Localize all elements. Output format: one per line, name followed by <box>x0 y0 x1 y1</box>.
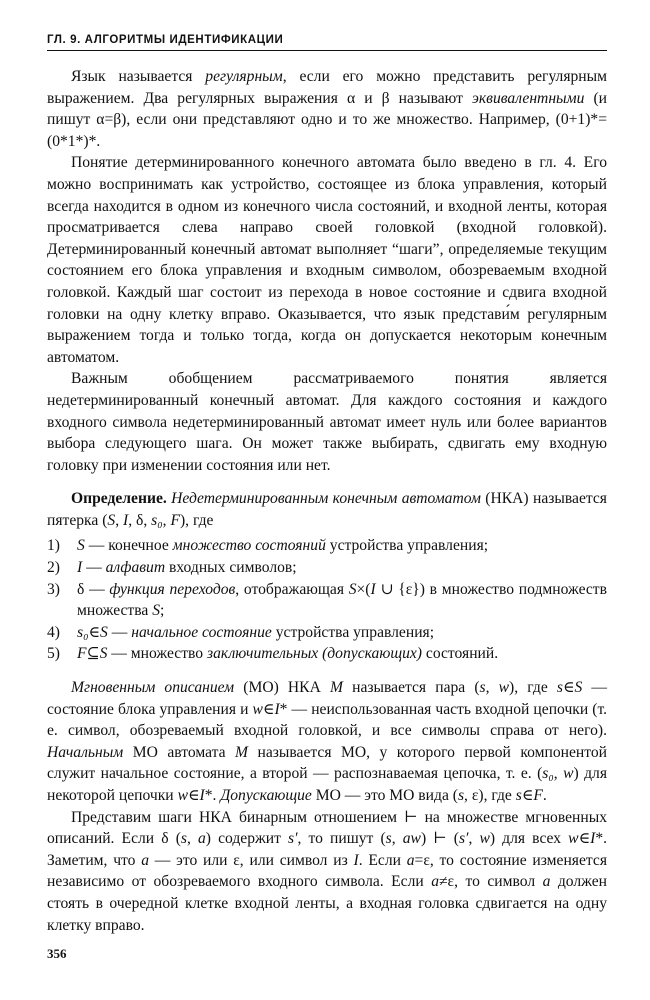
list-item-number: 3) <box>47 580 60 598</box>
italic-term: начальное состояние <box>131 623 272 641</box>
italic-term: S <box>107 511 116 529</box>
definition-nfa: Определение. Недетерминированным конечным автоматом (НКА) называется пятерка (S, I, δ, s₀, F), где <box>47 490 607 529</box>
italic-term: I <box>199 787 205 804</box>
italic-term: s₀ <box>151 511 163 529</box>
bold-term: Определение. <box>71 490 167 508</box>
italic-term: a <box>542 873 551 891</box>
italic-term: s <box>457 787 465 804</box>
italic-term: заключительных (допускающих) <box>206 645 422 663</box>
italic-term: S <box>152 602 161 620</box>
list-item-number: 5) <box>47 645 60 663</box>
body-text <box>47 66 607 936</box>
running-head: ГЛ. 9. АЛГОРИТМЫ ИДЕНТИФИКАЦИИ <box>47 34 607 51</box>
italic-term: Допускающие <box>220 787 312 804</box>
italic-term: w <box>568 830 579 848</box>
italic-term: w <box>252 700 263 718</box>
list-item-text: I — алфавит входных символов; <box>77 559 297 577</box>
italic-term: S <box>348 580 357 598</box>
italic-term: s₀ <box>77 623 89 641</box>
italic-term: s <box>180 830 187 848</box>
italic-term: a <box>141 851 150 869</box>
italic-term: w <box>563 765 574 783</box>
italic-term: I <box>590 830 596 848</box>
italic-term: функция переходов <box>109 580 236 598</box>
italic-term: a <box>197 830 206 848</box>
italic-term: эквивалентными <box>472 89 585 107</box>
italic-term: S <box>99 645 108 663</box>
list-item <box>47 622 607 644</box>
italic-term: w <box>479 830 490 848</box>
italic-term: w <box>177 787 188 804</box>
italic-term: s′ <box>458 830 469 848</box>
italic-term: S <box>574 679 583 697</box>
italic-term: aw <box>402 830 421 848</box>
list-item-text: δ — функция переходов, отображающая S×(I ∪ {ε}) в множество подмножеств множества S; <box>77 580 607 620</box>
italic-term: I <box>123 511 129 529</box>
italic-term: I <box>274 700 280 718</box>
paragraph-step-relation: Представим шаги НКА бинарным отношением ⊢ на множестве мгновенных описаний. Если δ (s, a) содержит s′, то пишут (s, aw) ⊢ (s′, w) для всех w∈I*. Заметим, что a — это или ε, или символ из I. Если a=ε, то состояние изменяется независимо от обозреваемого входного символа. Если a≠ε, то символ a должен стоять в очередной клетке входной ленты, а входная головка сдвигается на одну клетку вправо. <box>47 808 608 934</box>
paragraph-deterministic-automaton: Понятие детерминированного конечного автомата было введено в гл. 4. Его можно воспринимать как устройство, состоящее из блока управления, который всегда находится в одном из конечного числа состояний, и входной ленты, которая просматривается слева направо своей головкой (входной головкой). Детерминированный конечный автомат выполняет “шаги”, определяемые текущим состоянием его блока управления и входным символом, обозреваемым входной головкой. Каждый шаг состоит из перехода в новое состояние и сдвига входной головки на одну клетку вправо. Оказывается, что язык представи́м регулярным выражением тогда и только тогда, когда он допускается некоторым конечным автоматом. <box>47 154 607 366</box>
italic-term: s₀ <box>542 765 554 783</box>
italic-term: F <box>533 787 543 804</box>
italic-term: Мгновенным описанием <box>71 679 235 697</box>
paragraph-regular-language: Язык называется регулярным, если его можно представить регулярным выражением. Два регулярных выражения α и β называют эквивалентными (и пишут α=β), если они представляют одно и то же множество. Например, (0+1)*=(0*1*)*. <box>47 68 607 150</box>
italic-term: Недетерминированным конечным автоматом <box>171 490 481 508</box>
list-item <box>47 535 607 557</box>
italic-term: регулярным <box>205 68 283 85</box>
list-item-number: 2) <box>47 559 60 577</box>
italic-term: a <box>406 851 415 869</box>
page-number: 356 <box>47 946 67 961</box>
paragraph-instantaneous-description: Мгновенным описанием (МО) НКА M называется пара (s, w), где s∈S — состояние блока управления и w∈I* — неиспользованная часть входной цепочки (т. е. символ, обозреваемый входной головкой, и все символы справа от него). Начальным МО автомата M называется МО, у которого первой компонентой служит начальное состояние, а второй — распознаваемая цепочка, т. е. (s₀, w) для некоторой цепочки w∈I*. Допускающие МО — это МО вида (s, ε), где s∈F. <box>47 679 608 804</box>
italic-term: s <box>556 679 563 697</box>
list-item <box>47 579 607 622</box>
italic-term: w <box>498 679 510 697</box>
italic-term: F <box>170 511 180 529</box>
italic-term: M <box>235 743 249 761</box>
list-item <box>47 643 607 665</box>
list-item-number: 1) <box>47 537 60 555</box>
italic-term: s <box>385 830 392 848</box>
italic-term: алфавит <box>105 559 166 577</box>
italic-term: I <box>353 851 359 869</box>
list-item-text: S — конечное множество состояний устройства управления; <box>77 537 489 555</box>
italic-term: множество состояний <box>172 537 326 555</box>
paragraph-nondeterministic-automaton: Важным обобщением рассматриваемого понятия является недетерминированный конечный автомат. Для каждого состояния и каждого входного символа недетерминированный автомат имеет нуль или более вариантов выбора следующего шага. Он может также выбирать, сдвигать ему входную головку при изменении состояния или нет. <box>47 370 607 474</box>
italic-term: S <box>100 623 108 641</box>
italic-term: I <box>370 580 376 598</box>
italic-term: Начальным <box>47 743 124 761</box>
italic-term: I <box>77 559 83 577</box>
definition-list <box>47 535 607 665</box>
list-item-number: 4) <box>47 623 60 641</box>
italic-term: s <box>479 679 486 697</box>
italic-term: s <box>515 787 522 804</box>
italic-term: s′ <box>288 830 298 848</box>
list-item-text: s₀∈S — начальное состояние устройства управления; <box>77 623 435 641</box>
italic-term: S <box>77 537 85 555</box>
italic-term: F <box>77 645 87 663</box>
list-item-text: F⊆S — множество заключительных (допускающих) состояний. <box>77 645 499 663</box>
italic-term: a <box>431 873 439 891</box>
italic-term: M <box>329 679 343 697</box>
list-item <box>47 557 607 579</box>
